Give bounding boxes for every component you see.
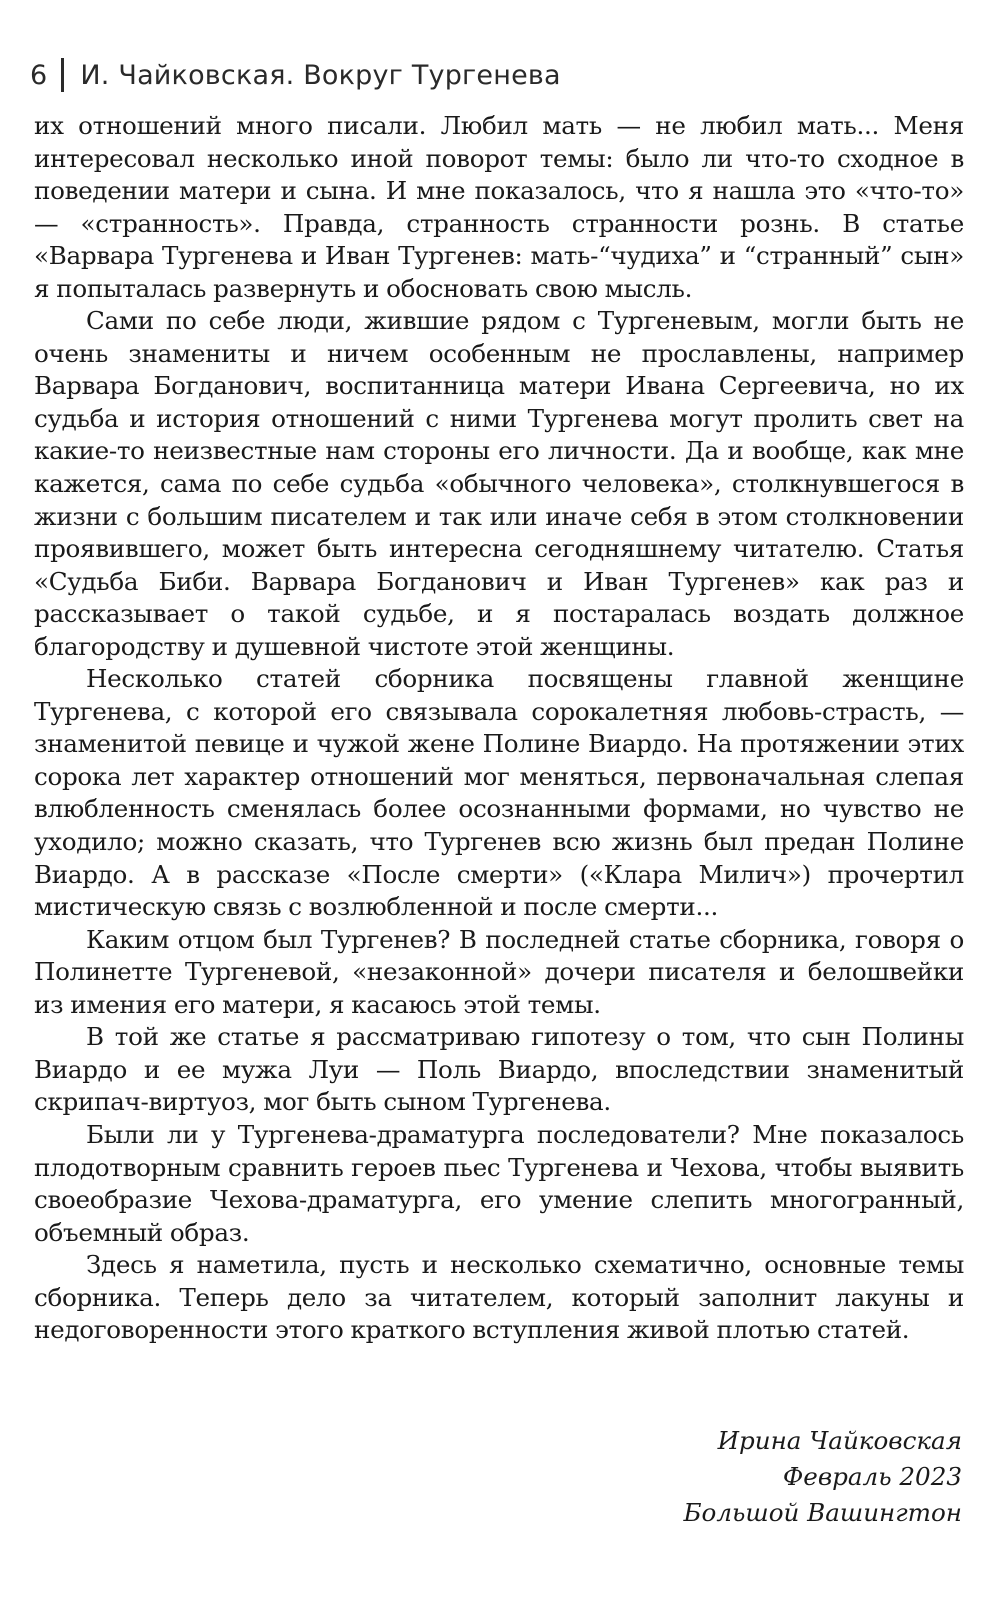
signature-date: Февраль 2023 xyxy=(782,1462,962,1491)
paragraph-5: В той же статье я рассматриваю гипотезу о том, что сын Полины Виардо и ее мужа Луи — Поль Виардо, впоследствии знаменитый скрипач-виртуоз, мог быть сыном Тургенева. xyxy=(34,1022,964,1117)
body-text xyxy=(34,110,964,1347)
paragraph-7: Здесь я наметила, пусть и несколько схематично, основные темы сборника. Теперь дело за читателем, который заполнит лакуны и недоговоренности этого краткого вступления живой плотью статей. xyxy=(34,1250,964,1345)
running-header xyxy=(30,50,561,100)
paragraph-2: Сами по себе люди, жившие рядом с Тургеневым, могли быть не очень знамениты и ничем особенным не прославлены, например Варвара Богданович, воспитанница матери Ивана Сергеевича, но их судьба и история отношений с ними Тургенева могут пролить свет на какие-то неизвестные нам стороны его личности. Да и вообще, как мне кажется, сама по себе судьба «обычного человека», столкнувшегося в жизни с большим писателем и так или иначе себя в этом столкновении проявившего, может быть интересна сегодняшнему читателю. Статья «Судьба Биби. Варвара Богданович и Иван Тургенев» как раз и рассказывает о такой судьбе, и я постаралась воздать должное благородству и душевной чистоте этой женщины. xyxy=(34,306,964,661)
signature-place: Большой Вашингтон xyxy=(683,1498,962,1527)
paragraph-3: Несколько статей сборника посвящены главной женщине Тургенева, с которой его связывала сорокалетняя любовь-страсть, — знаменитой певице и чужой жене Полине Виардо. На протяжении этих сорока лет характер отношений мог меняться, первоначальная слепая влюбленность сменялась более осознанными формами, но чувство не уходило; можно сказать, что Тургенев всю жизнь был предан Полине Виардо. А в рассказе «После смерти» («Клара Милич») прочертил мистическую связь с возлюбленной и после смерти... xyxy=(34,664,964,922)
running-title: И. Чайковская. Вокруг Тургенева xyxy=(80,59,561,91)
signature-block xyxy=(683,1423,962,1531)
header-divider xyxy=(61,58,64,92)
paragraph-1: их отношений много писали. Любил мать — не любил мать... Меня интересовал несколько иной поворот темы: было ли что-то сходное в поведении матери и сына. И мне показалось, что я нашла это «что-то» — «странность». Правда, странность странности рознь. В статье «Варвара Тургенева и Иван Тургенев: мать-“чудиха” и “странный” сын» я попыталась развернуть и обосновать свою мысль. xyxy=(34,111,964,303)
signature-author: Ирина Чайковская xyxy=(717,1426,962,1455)
page-number: 6 xyxy=(30,59,48,91)
paragraph-4: Каким отцом был Тургенев? В последней статье сборника, говоря о Полинетте Тургеневой, «незаконной» дочери писателя и белошвейки из имения его матери, я касаюсь этой темы. xyxy=(34,924,964,1019)
paragraph-6: Были ли у Тургенева-драматурга последователи? Мне показалось плодотворным сравнить героев пьес Тургенева и Чехова, чтобы выявить своеобразие Чехова-драматурга, его умение слепить многогранный, объемный образ. xyxy=(34,1119,964,1247)
